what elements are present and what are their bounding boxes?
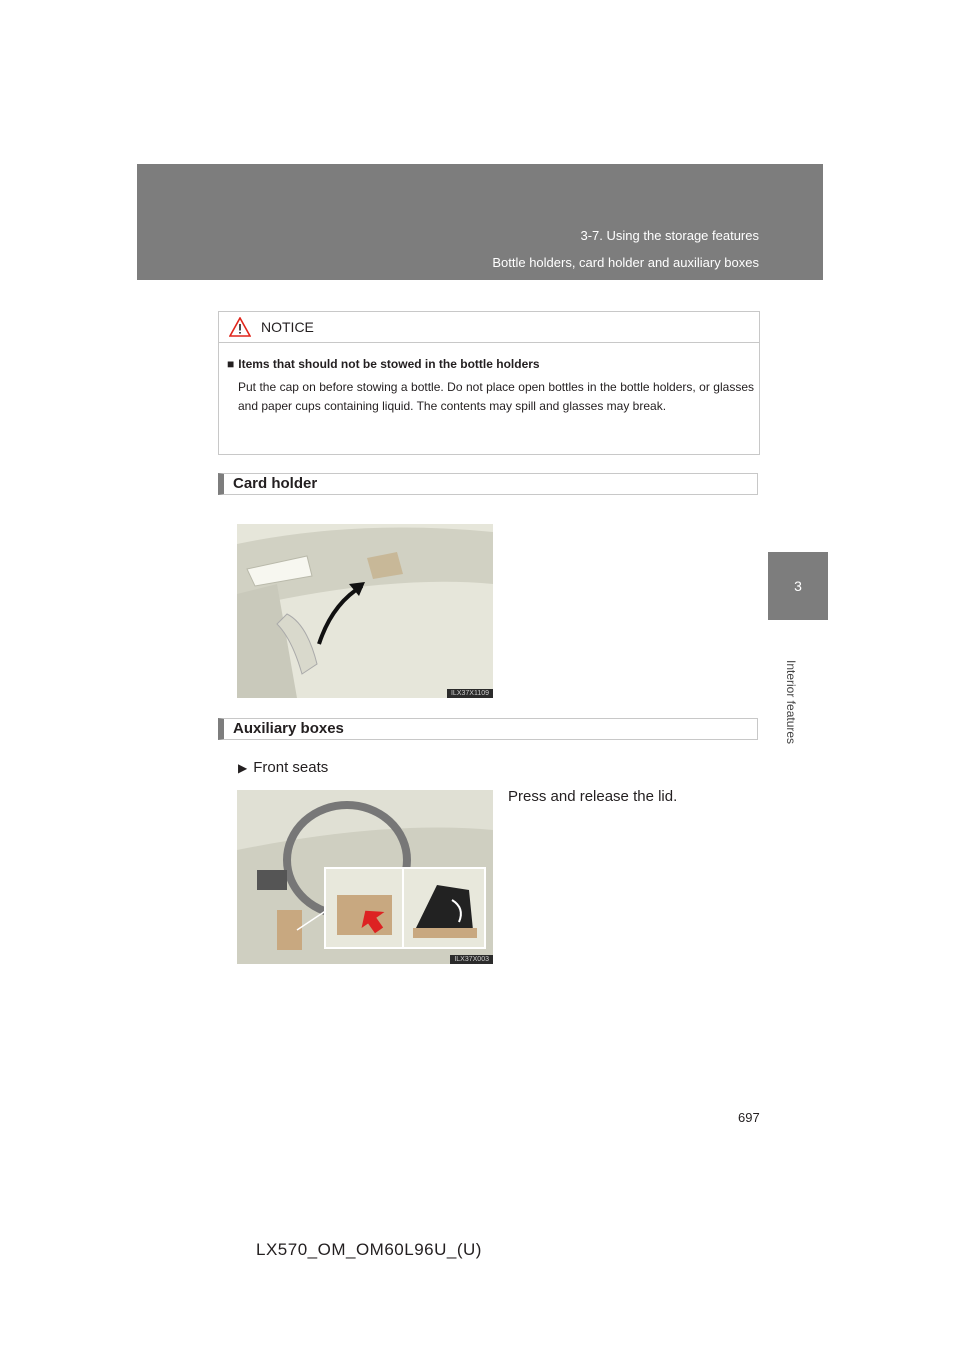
chapter-tab [768, 552, 828, 620]
notice-header [219, 312, 759, 343]
auxiliary-box-illustration [237, 790, 493, 964]
square-bullet-icon: ■ [227, 357, 235, 371]
page-number: 697 [738, 1110, 760, 1125]
notice-item-text: Put the cap on before stowing a bottle. Do not place open bottles in the bottle holders, or glasses and paper cups containing liquid. The contents may spill and glasses may break. [238, 380, 754, 413]
header-section-title: 3-7. Using the storage features [580, 228, 759, 243]
card-holder-heading-text: Card holder [233, 475, 318, 492]
front-seats-text: Front seats [253, 759, 329, 776]
card-holder-heading [218, 473, 758, 495]
triangle-bullet-icon: ▶ [238, 761, 248, 775]
auxiliary-boxes-heading-text: Auxiliary boxes [233, 720, 344, 737]
card-holder-image-code: ILX37X1109 [447, 689, 493, 698]
chapter-side-title: Interior features [784, 660, 798, 745]
card-holder-illustration [237, 524, 493, 698]
warning-triangle-icon [229, 317, 251, 342]
header-band [137, 164, 823, 280]
notice-item-title-text: Items that should not be stowed in the bottle holders [238, 357, 540, 371]
document-code: LX570_OM_OM60L96U_(U) [256, 1240, 482, 1259]
auxiliary-boxes-heading [218, 718, 758, 740]
chapter-number: 3 [794, 578, 802, 594]
front-seats-subheading [238, 759, 328, 776]
notice-box [218, 311, 760, 455]
auxiliary-box-image-code: ILX37X003 [450, 955, 493, 964]
notice-label: NOTICE [261, 319, 314, 335]
header-subsection-title: Bottle holders, card holder and auxiliary boxes [492, 255, 759, 270]
auxiliary-box-instruction: Press and release the lid. [508, 788, 678, 805]
notice-item-title [227, 357, 540, 371]
